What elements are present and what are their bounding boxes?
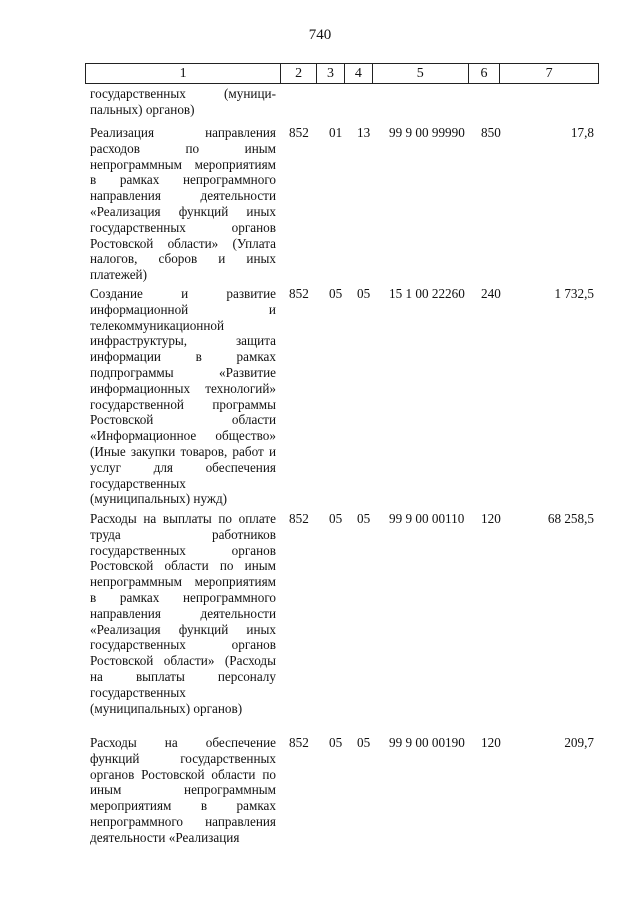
row-description: Реализация направления расходов по иным непрограммным мероприятиям в рамках непрограммного направления деятельности «Реализация функций иных государственных органов Ростовской области» (Уплата налогов, сборов и иных платежей) (90, 125, 276, 283)
row-code-col-3: 05 (329, 735, 343, 750)
row-code-col-3: 01 (329, 125, 343, 140)
row-code-col-2: 852 (289, 286, 309, 301)
row-code-col-2: 852 (289, 125, 309, 140)
row-code-col-5: 99 9 00 99990 (389, 125, 465, 140)
row-code-col-4: 05 (357, 735, 371, 750)
row-code-col-4: 13 (357, 125, 371, 140)
row-code-col-6: 120 (481, 735, 501, 750)
row-amount: 17,8 (570, 125, 594, 140)
row-code-col-6: 240 (481, 286, 501, 301)
row-code-col-6: 120 (481, 511, 501, 526)
row-code-col-3: 05 (329, 286, 343, 301)
row-code-col-3: 05 (329, 511, 343, 526)
header-col-1: 1 (86, 64, 281, 83)
continuation-text: государственных (муници-пальных) органов) (90, 86, 276, 117)
row-code-col-5: 99 9 00 00110 (389, 511, 465, 526)
page-number: 740 (308, 27, 332, 43)
header-col-5: 5 (373, 64, 469, 83)
row-description: Расходы на обеспечение функций государственных органов Ростовской области по иным непрограммным мероприятиям в рамках непрограммного направления деятельности «Реализация (90, 735, 276, 845)
row-amount: 209,7 (564, 735, 594, 750)
row-code-col-4: 05 (357, 286, 371, 301)
row-code-col-2: 852 (289, 735, 309, 750)
row-code-col-5: 15 1 00 22260 (389, 286, 465, 301)
row-code-col-6: 850 (481, 125, 501, 140)
row-description: Расходы на выплаты по оплате труда работников государственных органов Ростовской области по иным непрограммным мероприятиям в рамках непрограммного направления деятельности «Реализация функций иных государственных органов Ростовской области» (Расходы на выплаты персоналу государственных (муниципальных) органов) (90, 511, 276, 716)
row-description: Создание и развитие информационной и телекоммуникационной инфраструктуры, защита информации в рамках подпрограммы «Развитие информационных технологий» государственной программы Ростовской области «Информационное общество» (Иные закупки товаров, работ и услуг для обеспечения государственных (муниципальных) нужд) (90, 286, 276, 507)
header-col-4: 4 (345, 64, 373, 83)
row-amount: 1 732,5 (554, 286, 594, 301)
row-amount: 68 258,5 (547, 511, 594, 526)
row-code-col-4: 05 (357, 511, 371, 526)
header-col-7: 7 (545, 66, 553, 81)
header-col-6: 6 (469, 64, 501, 83)
header-col-3: 3 (317, 64, 345, 83)
table-header (85, 63, 599, 84)
header-col-2: 2 (281, 64, 317, 83)
row-code-col-5: 99 9 00 00190 (389, 735, 465, 750)
row-code-col-2: 852 (289, 511, 309, 526)
